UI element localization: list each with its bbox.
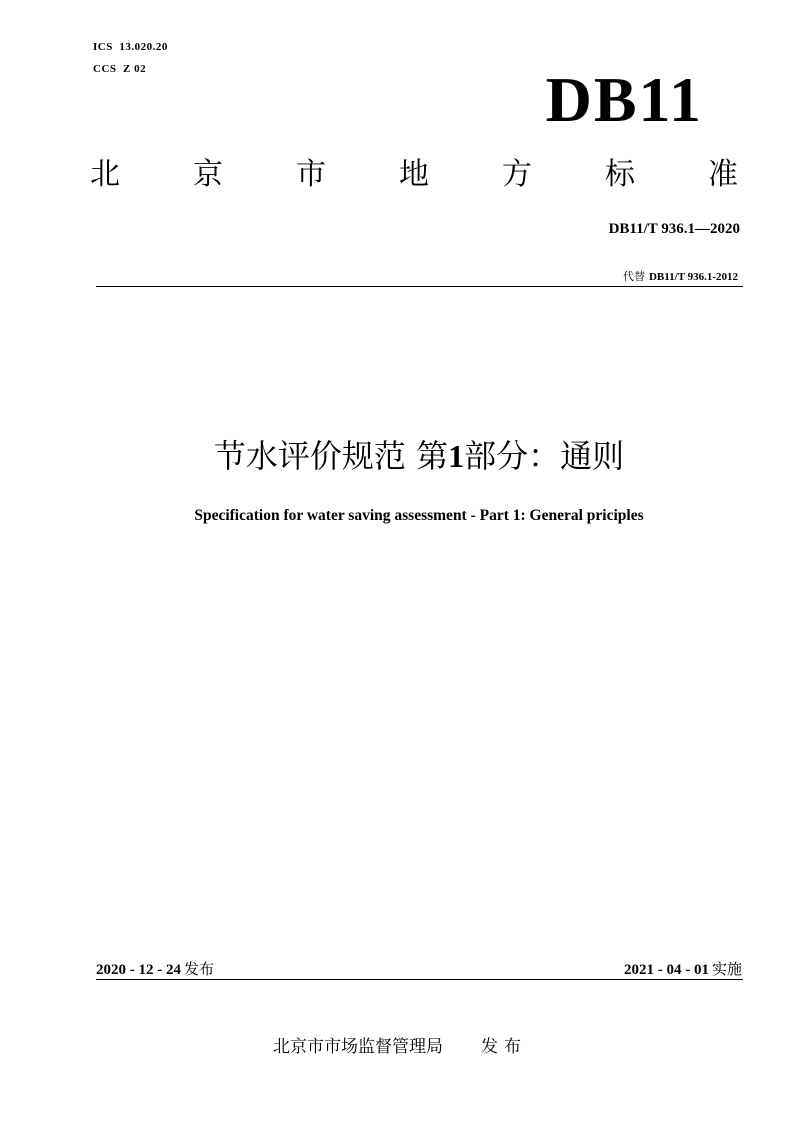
issue-label: 发布	[184, 960, 215, 978]
replaces-prefix: 代替	[622, 270, 645, 283]
db-logo: DB11	[545, 64, 703, 135]
footer-divider	[96, 979, 743, 980]
implementation-date: 2021 - 04 - 01	[623, 962, 709, 978]
title-cn-before: 节水评价规范 第	[213, 437, 449, 475]
ics-code: ICS 13.020.20	[93, 41, 168, 53]
issue-date: 2020 - 12 - 24	[96, 962, 181, 978]
standard-type-heading	[90, 157, 738, 193]
standard-type-char: 标	[605, 157, 635, 192]
implementation-label: 实施	[711, 960, 742, 978]
issue-date-line	[96, 959, 214, 980]
document-title-cn	[0, 434, 800, 478]
title-cn-part-number: 1	[448, 438, 465, 474]
issuer-name: 北京市市场监督管理局	[273, 1037, 443, 1057]
issuer-action: 发布	[481, 1037, 527, 1057]
issuing-authority	[0, 1035, 800, 1059]
standard-type-char: 京	[193, 157, 223, 192]
standard-type-char: 市	[296, 157, 326, 192]
standard-type-char: 北	[90, 157, 120, 192]
standard-type-char: 准	[708, 157, 738, 192]
implementation-date-line	[624, 959, 742, 980]
ccs-code: CCS Z 02	[93, 63, 147, 75]
title-cn-after: 部分：通则	[464, 437, 625, 475]
standard-type-char: 地	[399, 157, 429, 192]
standard-number: DB11/T 936.1—2020	[608, 221, 740, 237]
header-divider	[96, 286, 743, 287]
replaces-standard	[616, 253, 738, 285]
replaces-number: DB11/T 936.1-2012	[648, 271, 738, 283]
document-title-en: Specification for water saving assessment - Part 1: General priciples	[194, 507, 644, 524]
standard-type-char: 方	[502, 157, 532, 192]
